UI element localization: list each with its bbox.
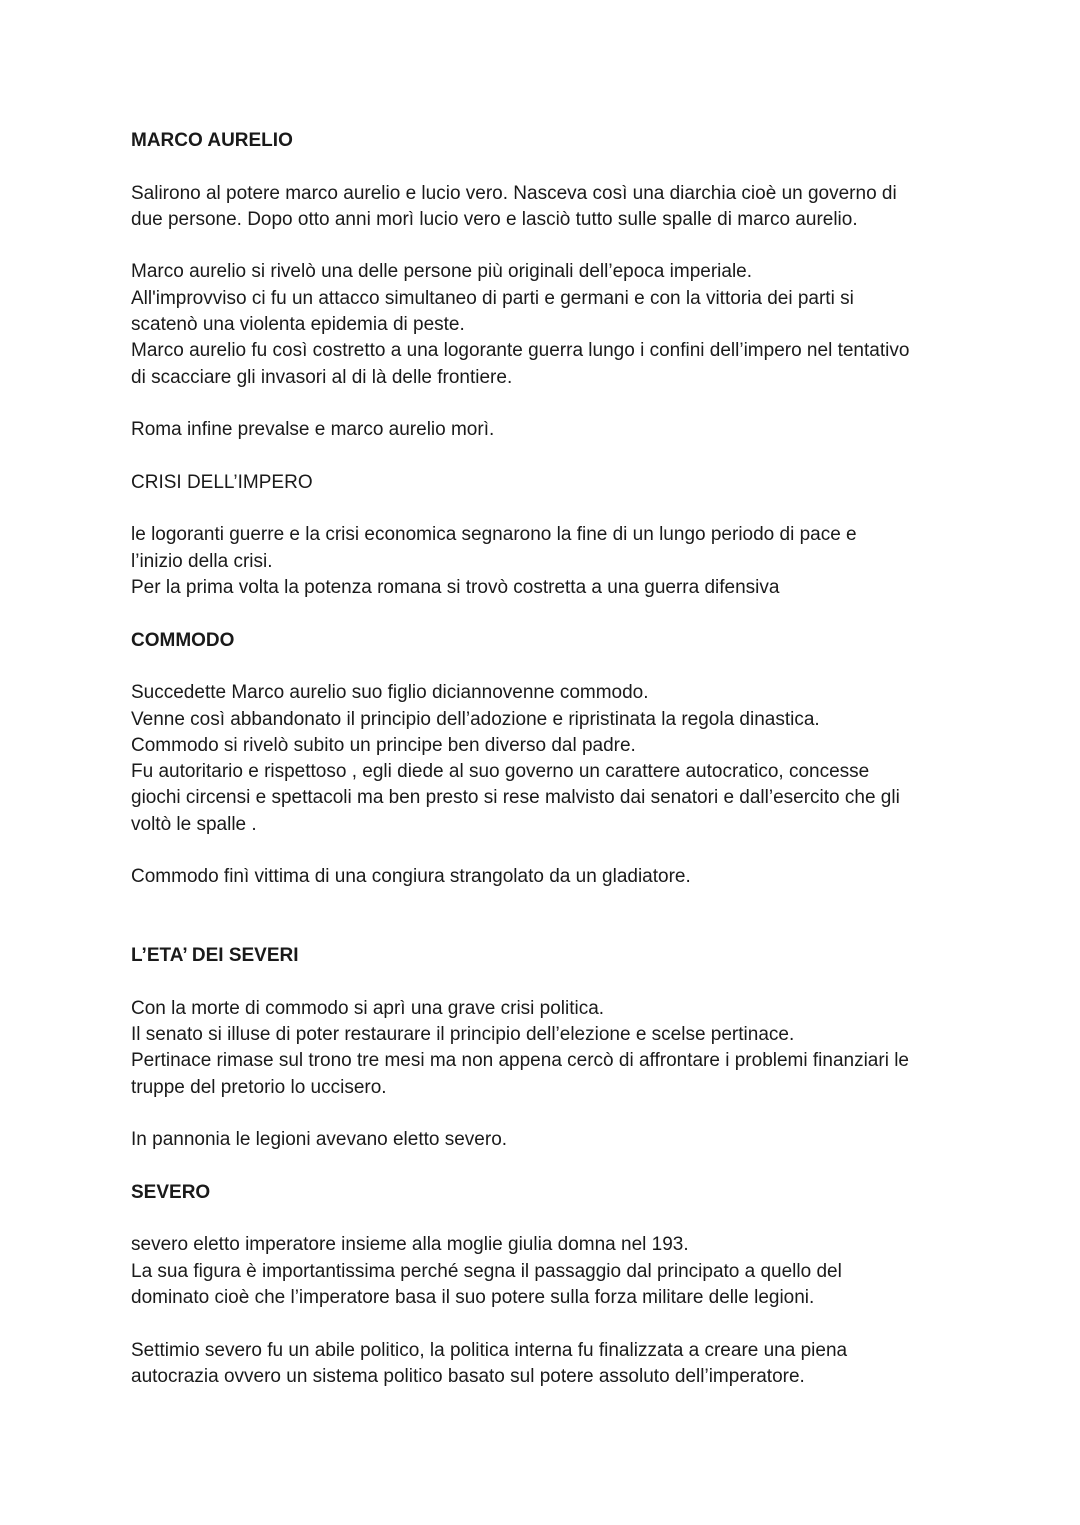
text-line: Roma infine prevalse e marco aurelio morì. bbox=[131, 419, 495, 441]
spacer bbox=[131, 601, 961, 627]
text-line: Pertinace rimase sul trono tre mesi ma non appena cercò di affrontare i problemi finanziari le bbox=[131, 1050, 909, 1072]
text-line: Marco aurelio si rivelò una delle persone più originali dell’epoca imperiale. bbox=[131, 261, 753, 283]
text-line: voltò le spalle . bbox=[131, 813, 257, 835]
text-line: di scacciare gli invasori al di là delle frontiere. bbox=[131, 366, 513, 388]
spacer bbox=[131, 838, 961, 864]
text-line: Succedette Marco aurelio suo figlio diciannovenne commodo. bbox=[131, 682, 649, 704]
heading-eta-severi: L’ETA’ DEI SEVERI bbox=[131, 945, 299, 967]
spacer bbox=[131, 970, 961, 996]
heading-marco-aurelio: MARCO AURELIO bbox=[131, 130, 293, 151]
text-line: Settimio severo fu un abile politico, la politica interna fu finalizzata a creare una piena bbox=[131, 1339, 848, 1361]
heading-crisi-impero: CRISI DELL’IMPERO bbox=[131, 471, 313, 493]
text-line: dominato cioè che l’imperatore basa il suo potere sulla forza militare delle legioni. bbox=[131, 1287, 815, 1309]
text-line: Commodo si rivelò subito un principe ben diverso dal padre. bbox=[131, 734, 636, 756]
text-line: All'improvviso ci fu un attacco simultaneo di parti e germani e con la vittoria dei parti si bbox=[131, 287, 854, 309]
heading-commodo: COMMODO bbox=[131, 629, 235, 651]
text-line: Commodo finì vittima di una congiura strangolato da un gladiatore. bbox=[131, 866, 691, 888]
spacer bbox=[131, 1311, 961, 1337]
text-line: due persone. Dopo otto anni morì lucio vero e lasciò tutto sulle spalle di marco aurelio. bbox=[131, 208, 858, 230]
spacer bbox=[131, 917, 961, 943]
spacer bbox=[131, 444, 961, 470]
text-line: In pannonia le legioni avevano eletto severo. bbox=[131, 1129, 508, 1151]
text-line: l’inizio della crisi. bbox=[131, 550, 273, 572]
text-line: La sua figura è importantissima perché segna il passaggio dal principato a quello del bbox=[131, 1260, 842, 1282]
spacer bbox=[131, 496, 961, 522]
spacer bbox=[131, 154, 961, 180]
text-line: Con la morte di commodo si aprì una grave crisi politica. bbox=[131, 997, 605, 1019]
spacer bbox=[131, 233, 961, 259]
text-line: severo eletto imperatore insieme alla moglie giulia domna nel 193. bbox=[131, 1234, 689, 1256]
spacer bbox=[131, 1101, 961, 1127]
text-line: Il senato si illuse di poter restaurare il principio dell’elezione e scelse pertinace. bbox=[131, 1024, 795, 1046]
text-line: Per la prima volta la potenza romana si trovò costretta a una guerra difensiva bbox=[131, 577, 780, 599]
spacer bbox=[131, 391, 961, 417]
spacer bbox=[131, 1206, 961, 1232]
spacer bbox=[131, 891, 961, 917]
spacer bbox=[131, 654, 961, 680]
document-page bbox=[131, 128, 961, 1390]
text-line: Venne così abbandonato il principio dell’adozione e ripristinata la regola dinastica. bbox=[131, 708, 820, 730]
text-line: autocrazia ovvero un sistema politico basato sul potere assoluto dell’imperatore. bbox=[131, 1365, 805, 1387]
text-line: truppe del pretorio lo uccisero. bbox=[131, 1076, 387, 1098]
text-line: le logoranti guerre e la crisi economica segnarono la fine di un lungo periodo di pace e bbox=[131, 524, 857, 546]
text-line: Fu autoritario e rispettoso , egli diede al suo governo un carattere autocratico, concesse bbox=[131, 761, 870, 783]
text-line: giochi circensi e spettacoli ma ben presto si rese malvisto dai senatori e dall’esercito che gli bbox=[131, 787, 900, 809]
heading-severo: SEVERO bbox=[131, 1181, 211, 1203]
spacer bbox=[131, 1154, 961, 1180]
text-line: scatenò una violenta epidemia di peste. bbox=[131, 314, 465, 336]
text-line: Salirono al potere marco aurelio e lucio vero. Nasceva così una diarchia cioè un governo di bbox=[131, 182, 897, 204]
text-line: Marco aurelio fu così costretto a una logorante guerra lungo i confini dell’impero nel tentativo bbox=[131, 340, 910, 362]
